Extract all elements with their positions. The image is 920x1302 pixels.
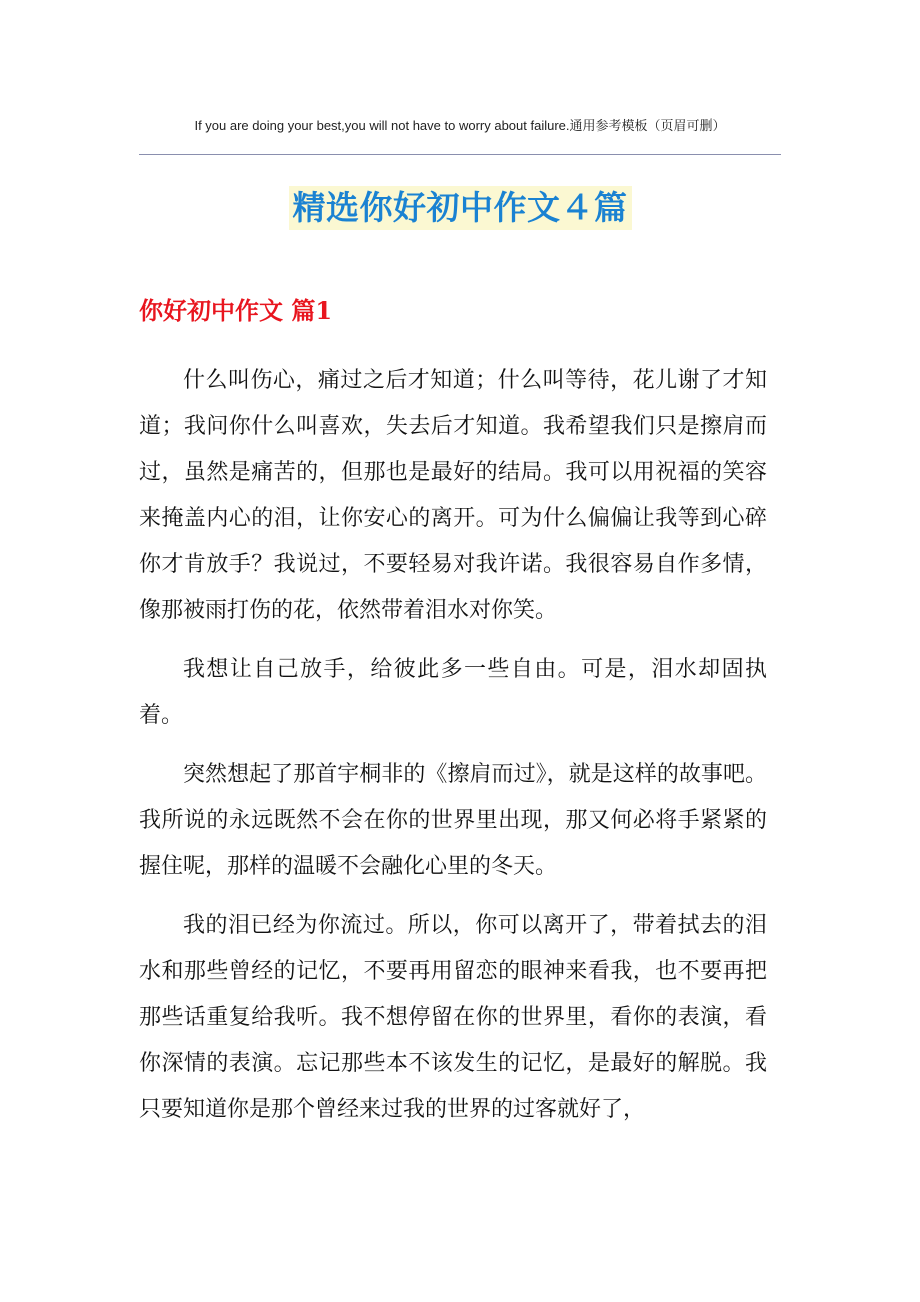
page-header-text: If you are doing your best,you will not have to worry about failure.通用参考模板（页眉可删） [194,118,726,133]
header-divider [139,154,781,155]
document-title [0,186,920,230]
paragraph-3: 突然想起了那首宇桐非的《擦肩而过》，就是这样的故事吧。我所说的永远既然不会在你的世界里出现，那又何必将手紧紧的握住呢，那样的温暖不会融化心里的冬天。 [139,762,767,879]
section-heading: 你好初中作文 篇1 [139,296,333,325]
paragraph-2: 我想让自己放手，给彼此多一些自由。可是，泪水却固执着。 [139,657,767,728]
paragraph-1: 什么叫伤心，痛过之后才知道；什么叫等待，花儿谢了才知道；我问你什么叫喜欢，失去后才知道。我希望我们只是擦肩而过，虽然是痛苦的，但那也是最好的结局。我可以用祝福的笑容来掩盖内心的泪，让你安心的离开。可为什么偏偏让我等到心碎你才肯放手？我说过，不要轻易对我许诺。我很容易自作多情，像那被雨打伤的花，依然带着泪水对你笑。 [139,368,767,623]
document-title-text: 精选你好初中作文４篇 [289,186,632,230]
article-body [139,358,767,1146]
paragraph-4: 我的泪已经为你流过。所以，你可以离开了，带着拭去的泪水和那些曾经的记忆，不要再用留恋的眼神来看我，也不要再把那些话重复给我听。我不想停留在你的世界里，看你的表演，看你深情的表演。忘记那些本不该发生的记忆，是最好的解脱。我只要知道你是那个曾经来过我的世界的过客就好了， [139,913,767,1122]
